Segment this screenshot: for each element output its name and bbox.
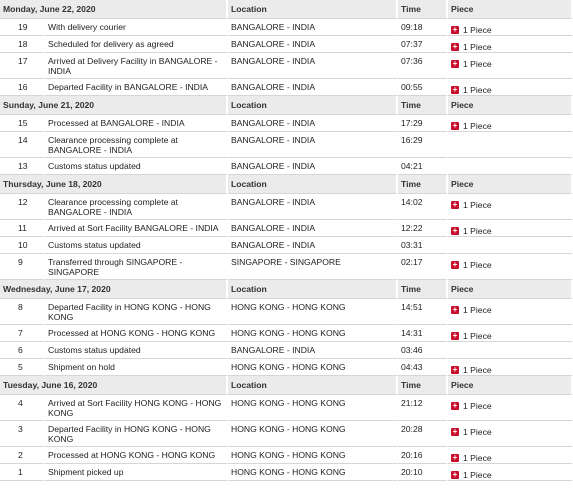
piece-toggle[interactable] (451, 427, 492, 437)
piece-label[interactable]: 1 Piece (463, 470, 492, 480)
piece-column-header: Piece (448, 376, 573, 395)
plus-icon[interactable]: + (452, 59, 458, 68)
checkpoint-number: 15 (0, 115, 45, 132)
piece-cell (448, 79, 573, 96)
checkpoint-location: BANGALORE - INDIA (228, 115, 398, 132)
checkpoint-time: 16:29 (398, 132, 448, 158)
piece-toggle[interactable] (451, 401, 492, 411)
checkpoint-location: HONG KONG - HONG KONG (228, 395, 398, 421)
checkpoint-description: Shipment picked up (45, 464, 228, 481)
date-header-row (0, 376, 573, 395)
checkpoint-row (0, 132, 573, 158)
checkpoint-number: 17 (0, 53, 45, 79)
date-header-row (0, 96, 573, 115)
checkpoint-location: HONG KONG - HONG KONG (228, 359, 398, 376)
checkpoint-location: BANGALORE - INDIA (228, 53, 398, 79)
checkpoint-row (0, 79, 573, 96)
time-column-header: Time (398, 376, 448, 395)
piece-label[interactable]: 1 Piece (463, 365, 492, 375)
plus-icon[interactable]: + (452, 427, 458, 436)
piece-label[interactable]: 1 Piece (463, 260, 492, 270)
checkpoint-location: HONG KONG - HONG KONG (228, 299, 398, 325)
checkpoint-time: 12:22 (398, 220, 448, 237)
checkpoint-number: 8 (0, 299, 45, 325)
date-header: Sunday, June 21, 2020 (0, 96, 228, 115)
date-header: Monday, June 22, 2020 (0, 0, 228, 19)
piece-label[interactable]: 1 Piece (463, 305, 492, 315)
checkpoint-location: BANGALORE - INDIA (228, 220, 398, 237)
checkpoint-row (0, 36, 573, 53)
checkpoint-row (0, 299, 573, 325)
checkpoint-row (0, 194, 573, 220)
checkpoint-description: Arrived at Sort Facility HONG KONG - HONG KONG (45, 395, 228, 421)
checkpoint-description: Clearance processing complete at BANGALORE - INDIA (45, 194, 228, 220)
plus-icon[interactable]: + (452, 401, 458, 410)
piece-cell (448, 220, 573, 237)
piece-label[interactable]: 1 Piece (463, 453, 492, 463)
checkpoint-number: 1 (0, 464, 45, 481)
checkpoint-time: 04:21 (398, 158, 448, 175)
piece-cell (448, 254, 573, 280)
time-column-header: Time (398, 280, 448, 299)
checkpoint-row (0, 359, 573, 376)
checkpoint-description: Processed at HONG KONG - HONG KONG (45, 325, 228, 342)
location-column-header: Location (228, 96, 398, 115)
date-header: Thursday, June 18, 2020 (0, 175, 228, 194)
checkpoint-time: 07:36 (398, 53, 448, 79)
checkpoint-time: 03:46 (398, 342, 448, 359)
plus-icon[interactable]: + (452, 305, 458, 314)
plus-icon[interactable]: + (452, 365, 458, 374)
checkpoint-row (0, 254, 573, 280)
checkpoint-row (0, 53, 573, 79)
piece-toggle[interactable] (451, 453, 492, 463)
piece-toggle[interactable] (451, 42, 492, 52)
checkpoint-location: HONG KONG - HONG KONG (228, 464, 398, 481)
piece-label[interactable]: 1 Piece (463, 85, 492, 95)
piece-label[interactable]: 1 Piece (463, 121, 492, 131)
piece-label[interactable]: 1 Piece (463, 331, 492, 341)
checkpoint-location: HONG KONG - HONG KONG (228, 447, 398, 464)
checkpoint-row (0, 115, 573, 132)
piece-cell (448, 132, 573, 158)
piece-column-header: Piece (448, 0, 573, 19)
checkpoint-number: 6 (0, 342, 45, 359)
piece-column-header: Piece (448, 96, 573, 115)
checkpoint-row (0, 421, 573, 447)
checkpoint-time: 14:51 (398, 299, 448, 325)
checkpoint-description: Processed at HONG KONG - HONG KONG (45, 447, 228, 464)
piece-column-header: Piece (448, 280, 573, 299)
location-column-header: Location (228, 0, 398, 19)
checkpoint-number: 7 (0, 325, 45, 342)
plus-icon[interactable]: + (452, 260, 458, 269)
checkpoint-number: 14 (0, 132, 45, 158)
plus-icon[interactable]: + (452, 470, 458, 479)
piece-cell (448, 447, 573, 464)
piece-cell (448, 36, 573, 53)
checkpoint-number: 9 (0, 254, 45, 280)
checkpoint-description: Arrived at Sort Facility BANGALORE - INDIA (45, 220, 228, 237)
piece-toggle[interactable] (451, 260, 492, 270)
checkpoint-number: 5 (0, 359, 45, 376)
checkpoint-number: 13 (0, 158, 45, 175)
checkpoint-description: Scheduled for delivery as agreed (45, 36, 228, 53)
checkpoint-row (0, 325, 573, 342)
piece-cell (448, 158, 573, 175)
checkpoint-row (0, 158, 573, 175)
plus-icon[interactable]: + (452, 200, 458, 209)
checkpoint-description: Customs status updated (45, 158, 228, 175)
date-header: Tuesday, June 16, 2020 (0, 376, 228, 395)
piece-label[interactable]: 1 Piece (463, 401, 492, 411)
piece-toggle[interactable] (451, 365, 492, 375)
checkpoint-row (0, 447, 573, 464)
plus-icon[interactable]: + (452, 85, 458, 94)
piece-label[interactable]: 1 Piece (463, 226, 492, 236)
checkpoint-description: Transferred through SINGAPORE - SINGAPORE (45, 254, 228, 280)
checkpoint-location: BANGALORE - INDIA (228, 19, 398, 36)
checkpoint-description: Shipment on hold (45, 359, 228, 376)
checkpoint-location: BANGALORE - INDIA (228, 158, 398, 175)
location-column-header: Location (228, 175, 398, 194)
piece-cell (448, 19, 573, 36)
checkpoint-time: 09:18 (398, 19, 448, 36)
checkpoint-number: 12 (0, 194, 45, 220)
plus-icon[interactable]: + (452, 42, 458, 51)
time-column-header: Time (398, 0, 448, 19)
checkpoint-row (0, 464, 573, 481)
plus-icon[interactable]: + (452, 25, 458, 34)
time-column-header: Time (398, 96, 448, 115)
checkpoint-location: HONG KONG - HONG KONG (228, 421, 398, 447)
date-header: Wednesday, June 17, 2020 (0, 280, 228, 299)
checkpoint-description: Departed Facility in HONG KONG - HONG KONG (45, 421, 228, 447)
piece-toggle[interactable] (451, 85, 492, 95)
piece-label[interactable]: 1 Piece (463, 59, 492, 69)
plus-icon[interactable]: + (452, 453, 458, 462)
piece-column-header: Piece (448, 175, 573, 194)
piece-cell (448, 325, 573, 342)
piece-cell (448, 464, 573, 481)
piece-cell (448, 299, 573, 325)
piece-toggle[interactable] (451, 200, 492, 210)
checkpoint-time: 17:29 (398, 115, 448, 132)
checkpoint-location: BANGALORE - INDIA (228, 194, 398, 220)
piece-cell (448, 342, 573, 359)
plus-icon[interactable]: + (452, 226, 458, 235)
checkpoint-time: 00:55 (398, 79, 448, 96)
checkpoint-time: 07:37 (398, 36, 448, 53)
checkpoint-number: 18 (0, 36, 45, 53)
piece-toggle[interactable] (451, 331, 492, 341)
piece-toggle[interactable] (451, 226, 492, 236)
plus-icon[interactable]: + (452, 331, 458, 340)
piece-toggle[interactable] (451, 25, 492, 35)
checkpoint-time: 02:17 (398, 254, 448, 280)
checkpoint-number: 19 (0, 19, 45, 36)
checkpoint-number: 11 (0, 220, 45, 237)
checkpoint-row (0, 395, 573, 421)
piece-label[interactable]: 1 Piece (463, 25, 492, 35)
checkpoint-location: SINGAPORE - SINGAPORE (228, 254, 398, 280)
checkpoint-time: 14:31 (398, 325, 448, 342)
checkpoint-description: Processed at BANGALORE - INDIA (45, 115, 228, 132)
date-header-row (0, 175, 573, 194)
checkpoint-time: 14:02 (398, 194, 448, 220)
checkpoint-number: 4 (0, 395, 45, 421)
checkpoint-description: Departed Facility in BANGALORE - INDIA (45, 79, 228, 96)
piece-toggle[interactable] (451, 305, 492, 315)
checkpoint-time: 20:16 (398, 447, 448, 464)
checkpoint-time: 21:12 (398, 395, 448, 421)
piece-toggle[interactable] (451, 470, 492, 480)
piece-cell (448, 53, 573, 79)
piece-cell (448, 421, 573, 447)
date-header-row (0, 280, 573, 299)
checkpoint-location: HONG KONG - HONG KONG (228, 325, 398, 342)
piece-label[interactable]: 1 Piece (463, 427, 492, 437)
checkpoint-description: Clearance processing complete at BANGALORE - INDIA (45, 132, 228, 158)
checkpoint-description: Departed Facility in HONG KONG - HONG KONG (45, 299, 228, 325)
checkpoint-number: 2 (0, 447, 45, 464)
checkpoint-time: 20:28 (398, 421, 448, 447)
piece-cell (448, 395, 573, 421)
plus-icon[interactable]: + (452, 121, 458, 130)
checkpoint-time: 03:31 (398, 237, 448, 254)
checkpoint-row (0, 342, 573, 359)
checkpoint-time: 04:43 (398, 359, 448, 376)
checkpoint-location: BANGALORE - INDIA (228, 36, 398, 53)
location-column-header: Location (228, 280, 398, 299)
piece-cell (448, 237, 573, 254)
checkpoint-time: 20:10 (398, 464, 448, 481)
date-header-row (0, 0, 573, 19)
checkpoint-number: 3 (0, 421, 45, 447)
checkpoint-row (0, 237, 573, 254)
checkpoint-description: Customs status updated (45, 342, 228, 359)
piece-toggle[interactable] (451, 59, 492, 69)
checkpoint-row (0, 220, 573, 237)
checkpoint-location: BANGALORE - INDIA (228, 237, 398, 254)
checkpoint-row (0, 19, 573, 36)
piece-label[interactable]: 1 Piece (463, 200, 492, 210)
piece-label[interactable]: 1 Piece (463, 42, 492, 52)
location-column-header: Location (228, 376, 398, 395)
checkpoint-location: BANGALORE - INDIA (228, 342, 398, 359)
checkpoint-description: With delivery courier (45, 19, 228, 36)
piece-cell (448, 194, 573, 220)
checkpoint-description: Arrived at Delivery Facility in BANGALORE - INDIA (45, 53, 228, 79)
checkpoint-number: 16 (0, 79, 45, 96)
time-column-header: Time (398, 175, 448, 194)
checkpoint-number: 10 (0, 237, 45, 254)
piece-toggle[interactable] (451, 121, 492, 131)
piece-cell (448, 359, 573, 376)
checkpoint-location: BANGALORE - INDIA (228, 79, 398, 96)
piece-cell (448, 115, 573, 132)
checkpoint-location: BANGALORE - INDIA (228, 132, 398, 158)
checkpoint-description: Customs status updated (45, 237, 228, 254)
